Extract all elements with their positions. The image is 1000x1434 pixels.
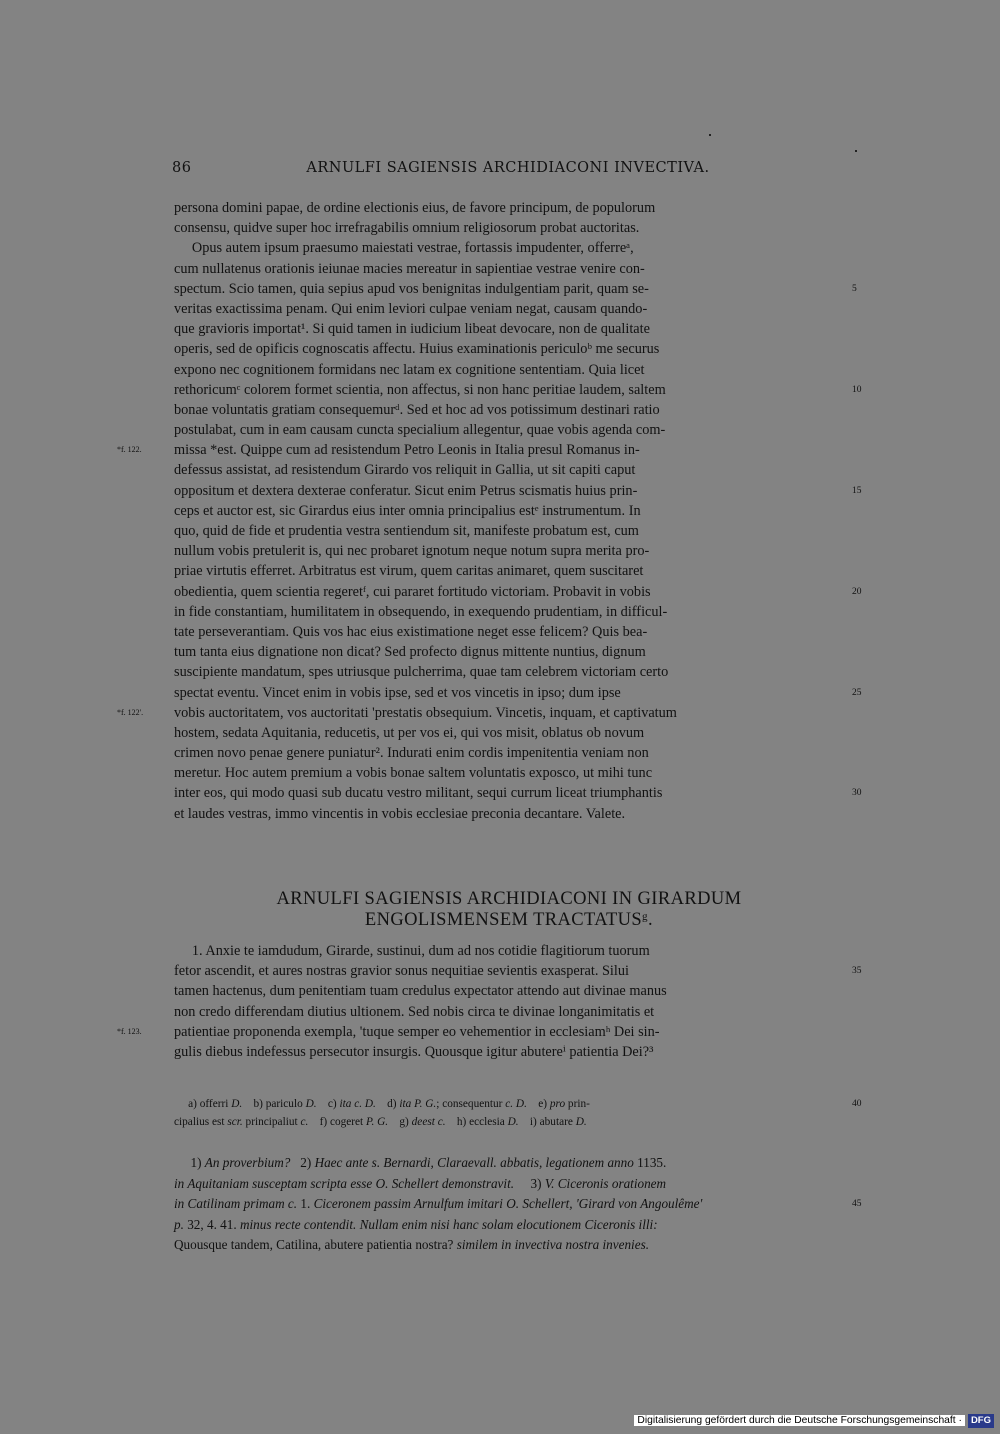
line-text: patientiae proponenda exempla, 'tuque semper eo vehementior in ecclesiamʰ Dei sin-	[174, 1023, 660, 1040]
line-number: 25	[852, 687, 862, 698]
line-text: persona domini papae, de ordine electionis eius, de favore principum, de populorum	[174, 200, 656, 216]
line-text: tum tanta eius dignatione non dicat? Sed profecto dignus mittente nuntius, dignum	[174, 644, 646, 661]
line-text: obedientia, quem scientia regeretᶠ, cui pararet fortitudo victoriam. Probavit in vobis	[174, 583, 651, 600]
text-line	[174, 541, 844, 561]
note-text: in Aquitaniam susceptam scripta esse O. Schellert demonstravit. 3) V. Ciceronis orationem	[174, 1175, 667, 1191]
line-text: non credo differendam diutius ultionem. Sed nobis circa te divinae longanimitatis et	[174, 1003, 655, 1020]
note-text: 1) An proverbium? 2) Haec ante s. Bernardi, Claraevall. abbatis, legationem anno 1135.	[174, 1155, 667, 1170]
line-number: 35	[852, 966, 862, 977]
folio-marker: *f. 123.	[117, 1026, 142, 1036]
line-number: 20	[852, 586, 862, 597]
note-line	[174, 1174, 844, 1195]
page-number: 86	[172, 160, 192, 176]
footer-credit	[634, 1414, 994, 1428]
folio-marker: *f. 122'.	[117, 707, 144, 717]
line-text: meretur. Hoc autem premium a vobis bonae saltem voluntatis exposco, ut mihi tunc	[174, 765, 653, 782]
line-text: veritas exactissima penam. Qui enim leviori culpae veniam negat, causam quando-	[174, 300, 648, 317]
text-line	[174, 763, 844, 783]
text-line	[174, 622, 844, 642]
text-line	[117, 1022, 844, 1042]
text-line	[174, 319, 844, 339]
text-line	[174, 582, 862, 602]
text-line	[174, 1042, 844, 1062]
line-text: Opus autem ipsum praesumo maiestati vestrae, fortassis impudenter, offerreᵃ,	[174, 240, 634, 257]
running-header	[172, 160, 844, 182]
text-line	[174, 218, 844, 238]
text-line	[174, 259, 844, 279]
dfg-logo: DFG	[968, 1414, 994, 1428]
note-line	[174, 1113, 844, 1131]
line-text: et laudes vestras, immo vincentis in vobis ecclesiae preconia decantare. Valete.	[174, 805, 626, 822]
line-text: crimen novo penae genere puniatur². Indurati enim cordis impenitentia veniam non	[174, 745, 649, 762]
line-text: spectat eventu. Vincet enim in vobis ipse, sed et vos vincetis in ipso; dum ipse	[174, 684, 621, 701]
text-line	[174, 420, 844, 440]
line-text: nullum vobis pretulerit is, qui nec probaret ignotum neque notum supra merita pro-	[174, 543, 650, 560]
text-line	[174, 339, 844, 359]
line-text: operis, sed de opificis cognoscatis affectu. Huius examinationis periculoᵇ me securus	[174, 341, 660, 358]
note-text: p. 32, 4. 41. minus recte contendit. Nullam enim nisi hanc solam elocutionem Ciceronis illi:	[174, 1216, 658, 1232]
speck	[709, 134, 711, 136]
text-line	[174, 299, 844, 319]
section-heading-line-2: ENGOLISMENSEM TRACTATUSᵍ.	[364, 910, 654, 930]
text-line	[174, 1002, 844, 1022]
footnotes	[174, 1153, 862, 1256]
line-text: cum nullatenus orationis ieiunae macies mereatur in sapientiae vestrae venire con-	[174, 260, 645, 277]
text-line	[174, 642, 844, 662]
line-text: consensu, quidve super hoc irrefragabilis omnium religiosorum probat auctoritas.	[174, 220, 640, 237]
text-line	[174, 941, 844, 961]
line-text: hostem, sedata Aquitania, reducetis, ut per vos ei, qui vos misit, oblatus ob novum	[174, 724, 645, 741]
note-text: Quousque tandem, Catilina, abutere patientia nostra? similem in invectiva nostra invenies.	[174, 1237, 649, 1252]
line-text: quo, quid de fide et prudentia vestra sentiendum sit, manifeste probatum est, cum	[174, 523, 639, 539]
line-text: 1. Anxie te iamdudum, Girarde, sustinui, dum ad nos cotidie flagitiorum tuorum	[174, 943, 650, 959]
note-line	[174, 1235, 844, 1256]
text-line	[174, 521, 844, 541]
line-text: tamen hactenus, dum penitentiam tuam credulus expectator attendo aut divinae manus	[174, 983, 667, 1000]
line-text: fetor ascendit, et aures nostras gravior sonus nequitiae sevientis exasperat. Silui	[174, 963, 629, 980]
footer-text: Digitalisierung gefördert durch die Deutsche Forschungsgemeinschaft ·	[634, 1415, 965, 1426]
invective-text	[117, 198, 862, 824]
line-number: 15	[852, 485, 862, 496]
text-line	[174, 460, 844, 480]
text-line	[174, 481, 862, 501]
text-line	[174, 981, 844, 1001]
text-line	[117, 703, 844, 723]
line-text: tate perseverantiam. Quis vos hac eius existimatione neget esse felicem? Quis bea-	[174, 623, 648, 640]
text-line	[174, 279, 857, 299]
section-heading	[174, 889, 844, 931]
speck	[855, 150, 857, 152]
critical-apparatus	[174, 1095, 862, 1131]
text-line	[174, 198, 844, 218]
line-text: que gravioris importat¹. Si quid tamen in iudicium libeat devocare, non de qualitate	[174, 321, 650, 338]
line-number: 5	[852, 283, 857, 294]
note-line	[174, 1153, 844, 1174]
text-line	[174, 380, 862, 400]
line-text: ceps et auctor est, sic Girardus eius inter omnia principalius estᵉ instrumentum. In	[174, 502, 641, 519]
note-line	[174, 1095, 862, 1113]
section-heading-line-1: ARNULFI SAGIENSIS ARCHIDIACONI IN GIRARDUM	[276, 889, 742, 909]
text-line	[174, 238, 844, 258]
line-text: vobis auctoritatem, vos auctoritati 'prestatis obsequium. Vincetis, inquam, et captivatum	[174, 704, 677, 721]
note-line	[174, 1215, 844, 1236]
line-text: bonae voluntatis gratiam consequemurᵈ. Sed et hoc ad vos potissimum destinari ratio	[174, 401, 660, 418]
note-line	[174, 1194, 862, 1215]
line-number: 30	[852, 788, 862, 799]
line-number: 40	[852, 1099, 862, 1109]
line-text: expono nec cognitionem formidans nec latam ex cognitione sententiam. Quia licet	[174, 361, 645, 378]
text-line	[174, 360, 844, 380]
folio-marker: *f. 122.	[117, 445, 142, 455]
text-line	[174, 662, 844, 682]
line-text: oppositum et dextera dexterae conferatur. Sicut enim Petrus scismatis huius prin-	[174, 482, 638, 499]
line-number: 45	[852, 1199, 862, 1209]
text-line	[117, 440, 844, 460]
text-line	[174, 961, 862, 981]
line-text: missa *est. Quippe cum ad resistendum Petro Leonis in Italia presul Romanus in-	[174, 442, 640, 459]
running-title: ARNULFI SAGIENSIS ARCHIDIACONI INVECTIVA.	[306, 160, 710, 176]
line-text: rethoricumᶜ colorem formet scientia, non affectus, si non hanc peritiae laudem, saltem	[174, 381, 666, 398]
text-line	[174, 561, 844, 581]
line-text: suscipiente mandatum, spes utriusque pulcherrima, quae tam celebrem victoriam certo	[174, 664, 669, 681]
line-text: inter eos, qui modo quasi sub ducatu vestro militant, sequi currum liceat triumphantis	[174, 785, 663, 802]
text-line	[174, 783, 862, 803]
line-text: priae virtutis efferret. Arbitratus est virum, quem caritas animaret, quem suscitaret	[174, 563, 644, 580]
text-line	[174, 400, 844, 420]
note-text: cipalius est scr. principaliut c. f) cogeret P. G. g) deest c. h) ecclesia D. i) abutare D.	[174, 1116, 587, 1128]
line-text: in fide constantiam, humilitatem in obsequendo, in exequendo prudentiam, in difficul-	[174, 603, 668, 620]
tractatus-text	[117, 941, 862, 1062]
text-line	[174, 804, 844, 824]
line-text: gulis diebus indefessus persecutor insurgis. Quousque igitur abutereⁱ patientia Dei?³	[174, 1043, 654, 1060]
text-line	[174, 723, 844, 743]
text-line	[174, 602, 844, 622]
note-text: in Catilinam primam c. 1. Ciceronem passim Arnulfum imitari O. Schellert, 'Girard von Angoulême'	[174, 1196, 703, 1211]
text-line	[174, 683, 862, 703]
line-number: 10	[852, 384, 862, 395]
line-text: defessus assistat, ad resistendum Girardo vos reliquit in Gallia, ut sit capiti caput	[174, 462, 636, 479]
text-line	[174, 743, 844, 763]
line-text: spectum. Scio tamen, quia sepius apud vos benignitas indulgentiam parit, quam se-	[174, 280, 649, 297]
line-text: postulabat, cum in eam causam cuncta specialium allegentur, quae vobis agenda com-	[174, 422, 666, 439]
text-line	[174, 501, 844, 521]
note-text: a) offerri D. b) pariculo D. c) ita c. D. d) ita P. G.; consequentur c. D. e) pro prin-	[174, 1098, 590, 1110]
